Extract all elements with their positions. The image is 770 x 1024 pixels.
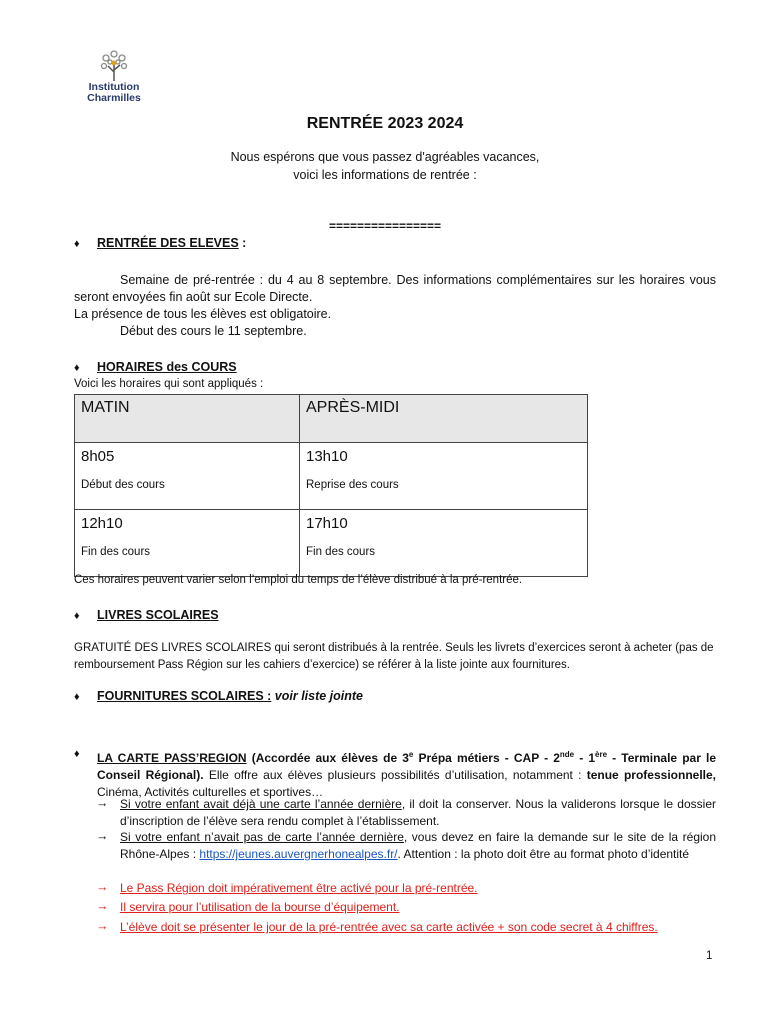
logo-line-2: Charmilles — [87, 92, 141, 104]
carte-bold: (Accordée aux élèves de 3 — [251, 751, 409, 765]
table-header-row — [75, 395, 588, 443]
heading-text: LA CARTE PASS’REGION — [97, 751, 247, 765]
time-value: 17h10 — [306, 515, 348, 532]
table-cell — [300, 443, 588, 510]
region-link[interactable]: https://jeunes.auvergnerhonealpes.fr/ — [199, 847, 398, 861]
time-value: 8h05 — [81, 448, 115, 465]
table-cell — [300, 510, 588, 577]
time-label: Fin des cours — [306, 546, 376, 558]
bullet-icon: ♦ — [74, 238, 80, 250]
intro-line-1: Nous espérons que vous passez d'agréables vacances, — [230, 150, 540, 164]
time-value: 13h10 — [306, 448, 348, 465]
carte-bold: - 1 — [574, 751, 596, 765]
table-header-cell: APRÈS-MIDI — [300, 395, 588, 443]
sup-ere: ère — [595, 750, 608, 759]
time-value: 12h10 — [81, 515, 123, 532]
arrow-icon: → — [96, 899, 109, 913]
carte-bold: Prépa métiers - CAP - 2 — [413, 751, 560, 765]
table-row — [75, 443, 588, 510]
sup-e: e — [408, 750, 414, 759]
section-heading-horaires: HORAIRES des COURS — [97, 360, 237, 374]
horaires-intro: Voici les horaires qui sont appliqués : — [74, 378, 264, 390]
item-text: , vous devez en faire la demande sur le site de la région Rhône-Alpes : — [120, 830, 717, 861]
carte-text: Elle offre aux élèves plusieurs possibilités d’utilisation, notamment : — [203, 768, 587, 782]
item-underlined: Si votre enfant avait déjà une carte l’année dernière — [120, 797, 402, 811]
paragraph-presence: La présence de tous les élèves est obligatoire. — [74, 307, 332, 321]
heading-text: RENTRÉE DES ELEVES — [97, 236, 239, 250]
horaires-note: Ces horaires peuvent varier selon l’emploi du temps de l’élève distribué à la pré-rentrée. — [74, 574, 523, 586]
time-label: Reprise des cours — [306, 479, 399, 491]
carte-intro — [97, 746, 716, 801]
sup-nde: nde — [559, 750, 575, 759]
section-heading-livres: LIVRES SCOLAIRES — [97, 608, 219, 622]
page-title: RENTRÉE 2023 2024 — [306, 115, 464, 132]
arrow-icon: → — [96, 796, 109, 810]
time-label: Fin des cours — [81, 546, 151, 558]
logo-line-1: Institution — [88, 81, 140, 93]
warning-text: L’élève doit se présenter le jour de la pré-rentrée avec sa carte activée + son code secret à 4 chiffres. — [120, 920, 658, 934]
bullet-icon: ♦ — [74, 691, 80, 703]
heading-text: FOURNITURES SCOLAIRES : — [97, 689, 272, 703]
section-heading-fournitures — [97, 689, 363, 703]
hours-table — [74, 394, 588, 577]
heading-colon: : — [238, 236, 247, 250]
heading-suffix: voir liste jointe — [274, 689, 364, 703]
time-label: Début des cours — [81, 479, 165, 491]
page-number: 1 — [706, 950, 713, 962]
table-header-cell: MATIN — [75, 395, 300, 443]
arrow-icon: → — [96, 880, 109, 894]
bullet-icon: ♦ — [74, 362, 80, 374]
table-cell — [75, 510, 300, 577]
item-text: , il doit la conserver. Nous la validerons lorsque le dossier d’inscription de l’élève sera rendu complet à l’établissement. — [120, 797, 716, 828]
carte-bold: tenue professionnelle, — [586, 768, 716, 782]
arrow-icon: → — [96, 829, 109, 843]
table-row — [75, 510, 588, 577]
bullet-icon: ♦ — [74, 610, 80, 622]
intro-line-2: voici les informations de rentrée : — [293, 168, 477, 182]
carte-bold: - Terminale par le Conseil Régional). — [97, 751, 716, 782]
item-underlined: Si votre enfant n’avait pas de carte l’année dernière — [120, 830, 404, 844]
list-item — [120, 829, 716, 863]
arrow-icon: → — [96, 919, 109, 933]
paragraph-debut-cours: Début des cours le 11 septembre. — [120, 324, 307, 338]
separator: ================ — [328, 219, 442, 233]
list-item — [120, 796, 716, 830]
warning-text: Il servira pour l’utilisation de la bourse d’équipement. — [120, 900, 400, 914]
livres-text: GRATUITÉ DES LIVRES SCOLAIRES qui seront distribués à la rentrée. Seuls les livrets d’exercices seront à acheter (pas de remboursement Pass Région sur les cahiers d’exercice) se référer à la liste jointe aux fournitures. — [74, 642, 714, 671]
warning-text: Le Pass Région doit impérativement être activé pour la pré-rentrée. — [120, 881, 478, 895]
carte-text: Cinéma, Activités culturelles et sportives… — [97, 785, 324, 799]
table-cell — [75, 443, 300, 510]
bullet-icon: ♦ — [74, 748, 80, 760]
section-heading-eleves — [97, 236, 246, 250]
item-text: . Attention : la photo doit être au format photo d’identité — [397, 847, 690, 861]
institution-logo — [74, 48, 154, 110]
paragraph-pre-rentree: Semaine de pré-rentrée : du 4 au 8 septembre. Des informations complémentaires sur les horaires vous seront envoyées fin août sur Ecole Directe. — [74, 273, 716, 304]
